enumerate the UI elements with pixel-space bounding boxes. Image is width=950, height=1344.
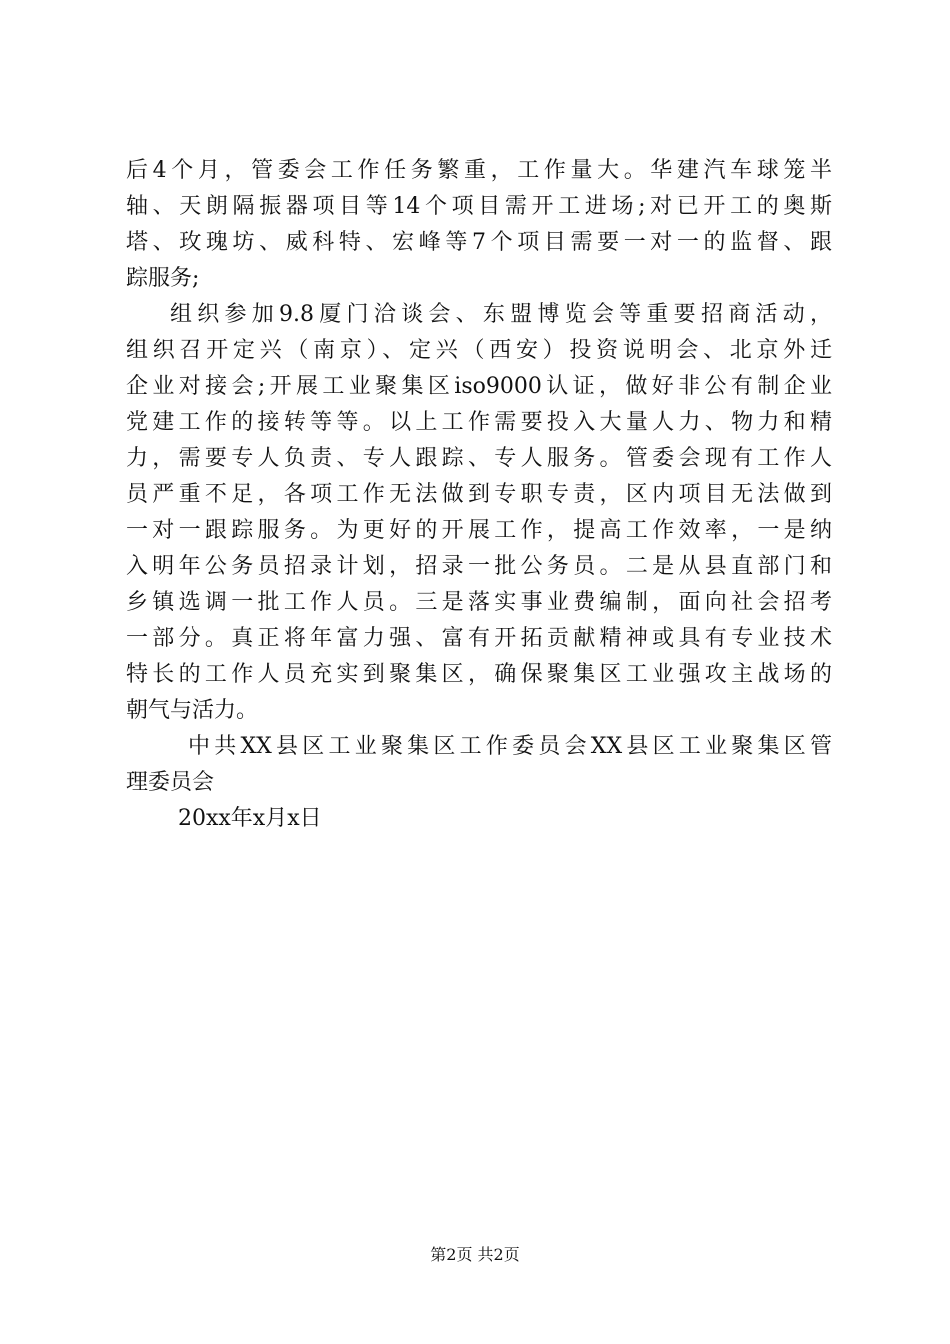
paragraph-2: [126, 297, 832, 729]
text-line: 特长的工作人员充实到聚集区，确保聚集区工业强攻主战场的: [126, 662, 832, 687]
page-number-footer: 第2页 共2页: [430, 1245, 520, 1264]
text-line: 朝气与活力。: [126, 698, 259, 723]
text-line: 企业对接会;开展工业聚集区iso9000认证，做好非公有制企业: [126, 374, 832, 399]
text-line: 乡镇选调一批工作人员。三是落实事业费编制，面向社会招考: [126, 590, 832, 615]
paragraph-1: [126, 153, 832, 297]
signature-block: [126, 729, 832, 801]
text-line: 一部分。真正将年富力强、富有开拓贡献精神或具有专业技术: [126, 626, 832, 651]
text-line: 轴、天朗隔振器项目等14个项目需开工进场;对已开工的奥斯: [126, 194, 832, 219]
text-line: 入明年公务员招录计划，招录一批公务员。二是从县直部门和: [126, 554, 832, 579]
text-line: 组织召开定兴（南京）、定兴（西安）投资说明会、北京外迁: [126, 338, 832, 363]
text-line: 一对一跟踪服务。为更好的开展工作，提高工作效率，一是纳: [126, 518, 832, 543]
text-line: 踪服务;: [126, 266, 200, 291]
signature-line: 理委员会: [126, 770, 215, 795]
text-line: 后4个月，管委会工作任务繁重，工作量大。华建汽车球笼半: [126, 158, 832, 183]
text-line: 员严重不足，各项工作无法做到专职专责，区内项目无法做到: [126, 482, 832, 507]
signature-line: 中共XX县区工业聚集区工作委员会XX县区工业聚集区管: [188, 734, 832, 759]
document-body: [126, 153, 832, 837]
text-line: 力，需要专人负责、专人跟踪、专人服务。管委会现有工作人: [126, 446, 832, 471]
text-line: 组织参加9.8厦门洽谈会、东盟博览会等重要招商活动，: [170, 302, 832, 327]
document-date: 20xx年x月x日: [178, 806, 322, 831]
text-line: 党建工作的接转等等。以上工作需要投入大量人力、物力和精: [126, 410, 832, 435]
text-line: 塔、玫瑰坊、威科特、宏峰等7个项目需要一对一的监督、跟: [126, 230, 832, 255]
